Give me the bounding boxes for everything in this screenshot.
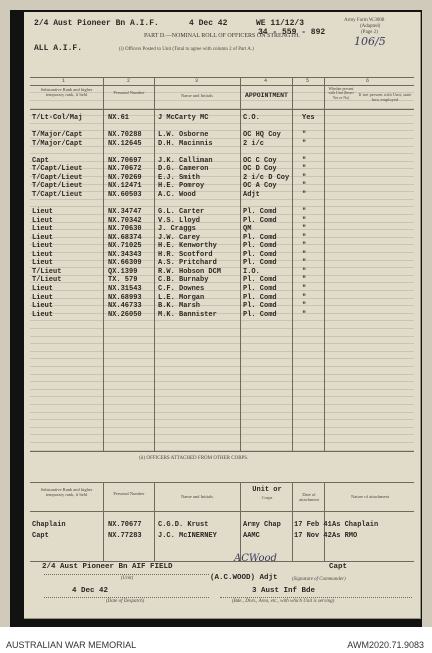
officer-present: " — [302, 310, 307, 319]
footer-unit-label: (Unit) — [121, 576, 134, 581]
officer-appointment: Pl. Comd — [243, 233, 277, 242]
officer-rank: Lieut — [32, 259, 54, 268]
officer-name: V.S. Lloyd — [158, 216, 201, 225]
col-header-present: Whether present with Unit (Insert Yes or No) — [328, 87, 354, 100]
officer-name: L.W. Osborne — [158, 131, 209, 140]
officer-appointment: C.O. — [243, 114, 260, 122]
officer-appointment: OC C Coy — [243, 156, 277, 165]
unit-header: 2/4 Aust Pioneer Bn A.I.F. — [34, 19, 159, 28]
officer-name: D.G. Cameron — [158, 165, 209, 174]
attached-col-name: Name and Initials — [181, 494, 213, 499]
officer-number: NX.70342 — [108, 216, 142, 225]
form-adapted: (Adapted) — [360, 24, 381, 29]
officer-name: A.C. Wood — [158, 190, 196, 199]
attached-col-date: Date of attachment — [299, 492, 319, 502]
officer-appointment: 2 i/c D Coy — [243, 173, 290, 182]
officer-name: C.F. Downes — [158, 285, 205, 293]
officer-name: H.R. Scotford — [158, 250, 213, 259]
officer-name: A.S. Pritchard — [158, 259, 217, 268]
officer-appointment: Pl. Comd — [243, 302, 277, 311]
officer-number: NX.68993 — [108, 293, 142, 302]
officer-present: " — [302, 242, 307, 251]
attached-number: NX.77283 — [108, 532, 142, 540]
officer-name: R.W. Hobson DCM — [158, 267, 222, 276]
officer-number: NX.31543 — [108, 285, 142, 293]
officer-number: NX.66309 — [108, 259, 142, 268]
officer-rank: T/Capt/Lieut — [32, 190, 83, 199]
officer-rank: Lieut — [32, 208, 54, 217]
officer-rank: Lieut — [32, 216, 54, 225]
officers-table — [30, 77, 414, 452]
officer-rank: Lieut — [32, 302, 54, 311]
header-ref-2: 34 - 559 - 892 — [258, 28, 326, 37]
officer-present: " — [302, 190, 307, 199]
document-page — [24, 12, 421, 619]
officer-name: L.E. Morgan — [158, 293, 205, 302]
officer-name: H.E. Kenworthy — [158, 242, 217, 251]
col-header-remarks: If not present with Unit, state how employed — [358, 92, 412, 102]
archive-caption — [0, 627, 432, 653]
form-page: (Page 2) — [361, 30, 378, 35]
col-header-appointment: APPOINTMENT — [245, 92, 288, 99]
officer-number: NX.71025 — [108, 242, 142, 251]
officer-number: NX.60503 — [108, 190, 142, 199]
officer-present: " — [302, 156, 307, 165]
attached-name: C.G.D. Krust — [158, 521, 209, 529]
officer-number: NX.26050 — [108, 310, 142, 319]
officer-number: NX.61 — [108, 114, 130, 122]
officer-rank: T/Capt/Lieut — [32, 182, 83, 191]
officer-number: NX.70672 — [108, 165, 142, 174]
col-header-rank: Substantive Rank and higher temporary rank, if held — [40, 87, 93, 97]
officer-rank: Lieut — [32, 242, 54, 251]
officer-appointment: Pl. Comd — [243, 276, 277, 285]
attached-number: NX.70677 — [108, 521, 142, 529]
attached-name: J.C. McINERNEY — [158, 532, 217, 540]
distribution: ALL A.I.F. — [34, 44, 83, 53]
officer-name: B.K. Marsh — [158, 302, 201, 311]
officer-appointment: Pl. Comd — [243, 285, 277, 293]
attached-col-nature: Nature of attachment — [351, 494, 389, 499]
col-header-number: Personal Number — [113, 90, 145, 95]
col-number-5: 5 — [306, 78, 310, 84]
officer-number: NX.68374 — [108, 233, 142, 242]
attached-nature: As RMO — [332, 532, 358, 540]
officer-appointment: Pl. Comd — [243, 250, 277, 259]
officer-appointment: QM — [243, 225, 252, 234]
officer-name: J.W. Carey — [158, 233, 201, 242]
officer-rank: T/Lieut — [32, 267, 62, 276]
officer-present: " — [302, 293, 307, 302]
header-ref: WE 11/12/3 — [256, 19, 305, 28]
officer-appointment: Pl. Comd — [243, 259, 277, 268]
officer-present: " — [302, 131, 307, 140]
form-number: Army Form W.3008 — [344, 18, 385, 23]
attached-corps: AAMC — [243, 532, 260, 540]
section-i-title: (i) Officers Posted to Unit (Total to agree with column 2 of Part A.) — [119, 47, 254, 52]
officer-present: " — [302, 208, 307, 217]
col-number-1: 1 — [62, 78, 66, 84]
officer-number: NX.34747 — [108, 208, 142, 217]
officer-appointment: I.O. — [243, 267, 260, 276]
footer-sig-label: (Signature of Commander) — [292, 577, 346, 582]
footer-rank: Capt — [329, 563, 348, 571]
officer-rank: Capt — [32, 156, 49, 165]
officer-appointment: OC D Coy — [243, 165, 277, 174]
attached-rank: Chaplain — [32, 521, 66, 529]
brigade: 3 Aust Inf Bde — [252, 587, 316, 595]
officer-present: " — [302, 139, 307, 148]
handwritten-signature: ACWood — [234, 553, 277, 564]
officer-rank: Lieut — [32, 285, 54, 293]
footer-signatory: (A.C.WOOD) Adjt — [210, 574, 278, 582]
officer-rank: Lieut — [32, 293, 54, 302]
officer-present: " — [302, 259, 307, 268]
officer-present: " — [302, 165, 307, 174]
attached-nature: As Chaplain — [332, 521, 379, 529]
officer-present: " — [302, 182, 307, 191]
officer-number: NX.70630 — [108, 225, 142, 234]
part-title: PART D.—NOMINAL ROLL OF OFFICERS ON STRENGTH. — [144, 33, 300, 39]
officer-appointment: OC HQ Coy — [243, 131, 281, 140]
officer-appointment: OC A Coy — [243, 182, 277, 191]
officer-present: " — [302, 302, 307, 311]
officer-name: G.L. Carter — [158, 208, 205, 217]
officer-name: E.J. Smith — [158, 173, 201, 182]
officer-number: NX.12645 — [108, 139, 142, 148]
attached-date: 17 Feb 41 — [294, 521, 332, 529]
attached-col-number: Personal Number — [113, 491, 145, 496]
attached-date: 17 Nov 42 — [294, 532, 332, 540]
attached-corps: Army Chap — [243, 521, 281, 529]
officer-rank: T/Lt-Col/Maj — [32, 114, 83, 122]
despatch-label: (Date of Despatch) — [106, 599, 145, 604]
officer-appointment: Pl. Comd — [243, 208, 277, 217]
officer-name: C.B. Burnaby — [158, 276, 209, 285]
officer-present: " — [302, 173, 307, 182]
col-header-name: Name and Initials — [181, 93, 213, 98]
officer-appointment: Pl. Comd — [243, 216, 277, 225]
officer-number: QX.1399 — [108, 267, 138, 276]
officer-present: " — [302, 233, 307, 242]
col-number-4: 4 — [264, 78, 268, 84]
officer-number: NX.12471 — [108, 182, 142, 191]
officer-present: Yes — [302, 114, 315, 122]
officer-rank: T/Lieut — [32, 276, 62, 285]
officer-appointment: 2 i/c — [243, 139, 265, 148]
officer-present: " — [302, 285, 307, 293]
despatch-date: 4 Dec 42 — [72, 587, 109, 595]
officer-rank: T/Capt/Lieut — [32, 173, 83, 182]
brigade-label: (Bde., Divn., Area, etc., with which Unit is serving) — [232, 599, 335, 604]
col-number-3: 3 — [195, 78, 199, 84]
attached-col-corps: Corps — [261, 495, 273, 500]
officer-appointment: Adjt — [243, 190, 260, 199]
handwritten-number: 106/5 — [354, 35, 386, 48]
attached-table — [30, 482, 414, 562]
officer-present: " — [302, 267, 307, 276]
footer-unit: 2/4 Aust Pioneer Bn AIF FIELD — [42, 563, 173, 571]
officer-number: TX. 579 — [108, 276, 138, 285]
col-number-2: 2 — [127, 78, 131, 84]
col-number-6: 6 — [366, 78, 370, 84]
caption-right: AWM2020.71.9083 — [347, 640, 424, 650]
officer-name: H.E. Pomroy — [158, 182, 205, 191]
attached-title: (ii) OFFICERS ATTACHED FROM OTHER CORPS. — [139, 456, 249, 461]
officer-name: J. Craggs — [158, 225, 196, 234]
officer-present: " — [302, 250, 307, 259]
officer-number: NX.70697 — [108, 156, 142, 165]
officer-appointment: Pl. Comd — [243, 293, 277, 302]
attached-col-unit-typed: Unit or — [252, 486, 282, 494]
officer-rank: T/Major/Capt — [32, 139, 83, 148]
officer-number: NX.70288 — [108, 131, 142, 140]
officer-rank: Lieut — [32, 310, 54, 319]
officer-name: D.H. Macinnis — [158, 139, 213, 148]
officer-number: NX.34343 — [108, 250, 142, 259]
header-date: 4 Dec 42 — [189, 19, 228, 28]
officer-rank: Lieut — [32, 225, 54, 234]
officer-rank: T/Major/Capt — [32, 131, 83, 140]
officer-name: J McCarty MC — [158, 114, 209, 122]
officer-rank: T/Capt/Lieut — [32, 165, 83, 174]
officer-number: NX.46733 — [108, 302, 142, 311]
officer-present: " — [302, 276, 307, 285]
officer-name: J.K. Calliman — [158, 156, 213, 165]
officer-present: " — [302, 225, 307, 234]
attached-col-rank: Substantive Rank and higher temporary rank, if held — [40, 487, 93, 497]
officer-appointment: Pl. Comd — [243, 310, 277, 319]
officer-rank: Lieut — [32, 250, 54, 259]
attached-rank: Capt — [32, 532, 49, 540]
caption-left: AUSTRALIAN WAR MEMORIAL — [6, 640, 137, 650]
officer-present: " — [302, 216, 307, 225]
officer-appointment: Pl. Comd — [243, 242, 277, 251]
officer-number: NX.70269 — [108, 173, 142, 182]
officer-rank: Lieut — [32, 233, 54, 242]
officer-name: M.K. Bannister — [158, 310, 217, 319]
